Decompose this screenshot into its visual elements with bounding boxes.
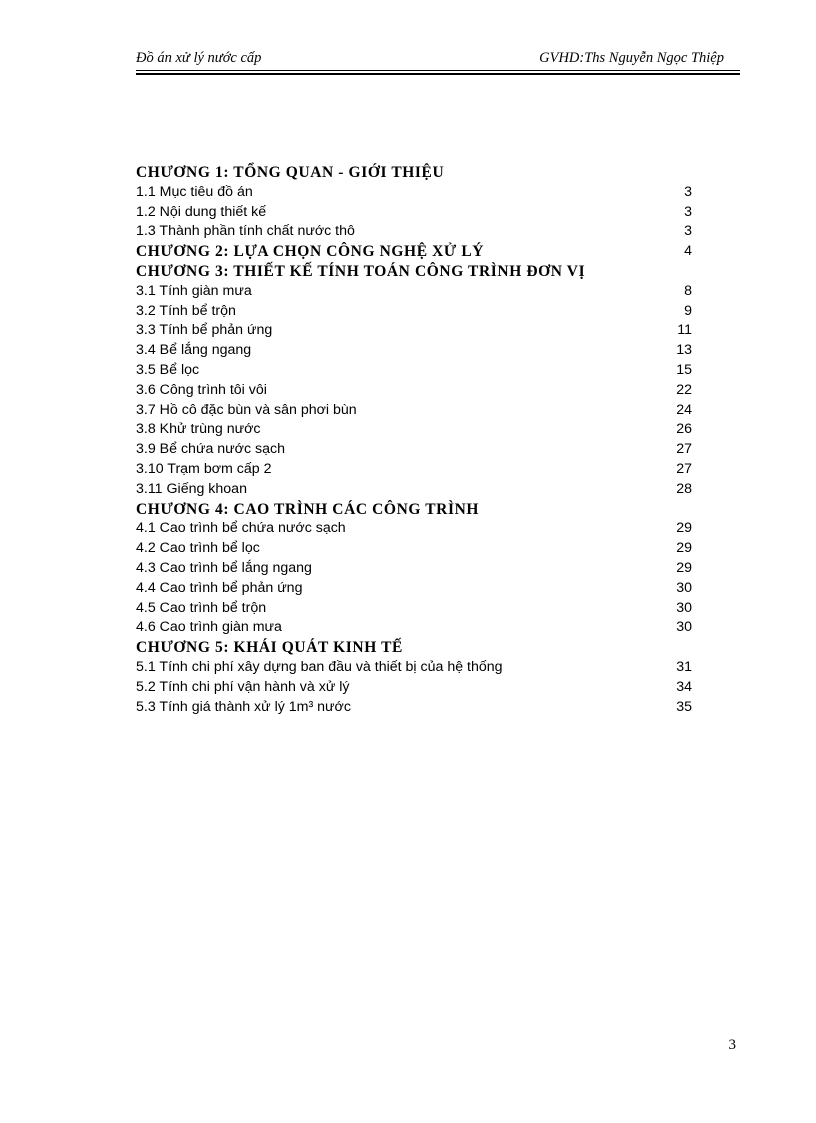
toc-entry-title: 4.5 Cao trình bể trộn: [136, 599, 267, 616]
page-header: [136, 50, 740, 70]
toc-entry-title: CHƯƠNG 4: CAO TRÌNH CÁC CÔNG TRÌNH: [136, 500, 480, 518]
toc-entry-title: 1.2 Nội dung thiết kế: [136, 203, 267, 220]
toc-section-entry: [136, 618, 692, 638]
toc-section-entry: [136, 401, 692, 421]
toc-entry-title: 4.3 Cao trình bể lắng ngang: [136, 559, 312, 576]
toc-entry-title: 3.10 Trạm bơm cấp 2: [136, 460, 272, 477]
toc-section-entry: [136, 579, 692, 599]
table-of-contents: [136, 163, 692, 717]
toc-entry-title: CHƯƠNG 2: LỰA CHỌN CÔNG NGHỆ XỬ LÝ: [136, 243, 485, 261]
toc-entry-title: 4.6 Cao trình giàn mưa: [136, 619, 282, 636]
toc-entry-title: 3.5 Bể lọc: [136, 361, 200, 378]
toc-section-entry: [136, 282, 692, 302]
toc-entry-title: 3.8 Khử trùng nước: [136, 421, 261, 438]
toc-section-entry: [136, 559, 692, 579]
toc-chapter-heading: [136, 638, 692, 658]
toc-entry-title: CHƯƠNG 1: TỔNG QUAN - GIỚI THIỆU: [136, 164, 445, 181]
toc-entry-page-number: 30: [676, 599, 692, 616]
toc-entry-page-number: 29: [676, 540, 692, 557]
toc-chapter-heading: [136, 163, 692, 183]
toc-entry-page-number: 3: [684, 223, 692, 240]
toc-section-entry: [136, 658, 692, 678]
toc-entry-title: 5.3 Tính giá thành xử lý 1m³ nước: [136, 698, 351, 715]
toc-section-entry: [136, 302, 692, 322]
toc-section-entry: [136, 361, 692, 381]
toc-chapter-heading: [136, 262, 692, 282]
toc-entry-title: 3.2 Tính bể trộn: [136, 302, 236, 319]
toc-entry-page-number: 8: [684, 282, 692, 299]
toc-entry-page-number: 11: [677, 322, 692, 339]
toc-entry-page-number: 34: [676, 678, 692, 695]
toc-entry-title: 4.4 Cao trình bể phản ứng: [136, 579, 303, 596]
toc-entry-page-number: 13: [676, 342, 692, 359]
toc-entry-page-number: 31: [676, 658, 692, 675]
toc-entry-page-number: 15: [676, 361, 692, 378]
toc-entry-title: 3.9 Bể chứa nước sạch: [136, 441, 285, 458]
toc-entry-title: CHƯƠNG 5: KHÁI QUÁT KINH TẾ: [136, 639, 403, 657]
toc-chapter-heading: [136, 500, 692, 520]
toc-entry-title: 5.1 Tính chi phí xây dựng ban đầu và thiết bị của hệ thống: [136, 658, 503, 675]
toc-entry-page-number: 30: [676, 619, 692, 636]
toc-entry-title: 4.1 Cao trình bể chứa nước sạch: [136, 520, 346, 537]
toc-entry-page-number: 26: [676, 421, 692, 438]
toc-entry-title: 1.3 Thành phần tính chất nước thô: [136, 223, 355, 240]
toc-entry-page-number: 3: [684, 203, 692, 220]
toc-section-entry: [136, 381, 692, 401]
toc-entry-page-number: 24: [676, 401, 692, 418]
toc-section-entry: [136, 480, 692, 500]
toc-entry-title: 3.6 Công trình tôi vôi: [136, 381, 267, 398]
toc-entry-page-number: 3: [684, 183, 692, 200]
toc-chapter-heading: [136, 242, 692, 262]
toc-section-entry: [136, 539, 692, 559]
toc-entry-title: 4.2 Cao trình bể lọc: [136, 540, 260, 557]
toc-section-entry: [136, 321, 692, 341]
header-document-title: Đồ án xử lý nước cấp: [136, 50, 262, 66]
toc-entry-page-number: 27: [676, 441, 692, 458]
toc-entry-page-number: 29: [676, 559, 692, 576]
toc-section-entry: [136, 341, 692, 361]
toc-section-entry: [136, 678, 692, 698]
header-rule-thick: [136, 73, 740, 75]
toc-section-entry: [136, 599, 692, 619]
toc-section-entry: [136, 183, 692, 203]
toc-entry-page-number: 4: [684, 243, 692, 260]
toc-entry-title: 3.7 Hồ cô đặc bùn và sân phơi bùn: [136, 401, 357, 418]
toc-entry-page-number: 9: [684, 302, 692, 319]
header-supervisor: GVHD:Ths Nguyễn Ngọc Thiệp: [539, 50, 724, 66]
toc-entry-page-number: 30: [676, 579, 692, 596]
toc-section-entry: [136, 460, 692, 480]
toc-entry-page-number: 28: [676, 480, 692, 497]
toc-entry-title: 3.4 Bể lắng ngang: [136, 342, 252, 359]
toc-section-entry: [136, 698, 692, 718]
toc-section-entry: [136, 203, 692, 223]
toc-entry-page-number: 27: [676, 460, 692, 477]
toc-entry-title: 3.1 Tính giàn mưa: [136, 282, 252, 299]
toc-entry-title: 3.11 Giếng khoan: [136, 480, 247, 497]
header-rule-thin: [136, 70, 740, 71]
toc-section-entry: [136, 222, 692, 242]
toc-section-entry: [136, 519, 692, 539]
toc-entry-title: 1.1 Mục tiêu đồ án: [136, 183, 253, 200]
page-number: 3: [728, 1037, 736, 1053]
toc-section-entry: [136, 420, 692, 440]
toc-entry-page-number: 22: [676, 381, 692, 398]
toc-section-entry: [136, 440, 692, 460]
toc-entry-title: 5.2 Tính chi phí vận hành và xử lý: [136, 678, 350, 695]
toc-entry-title: 3.3 Tính bể phản ứng: [136, 322, 273, 339]
toc-entry-page-number: 29: [676, 520, 692, 537]
toc-entry-title: CHƯƠNG 3: THIẾT KẾ TÍNH TOÁN CÔNG TRÌNH ĐƠN VỊ: [136, 262, 586, 280]
toc-entry-page-number: 35: [676, 698, 692, 715]
